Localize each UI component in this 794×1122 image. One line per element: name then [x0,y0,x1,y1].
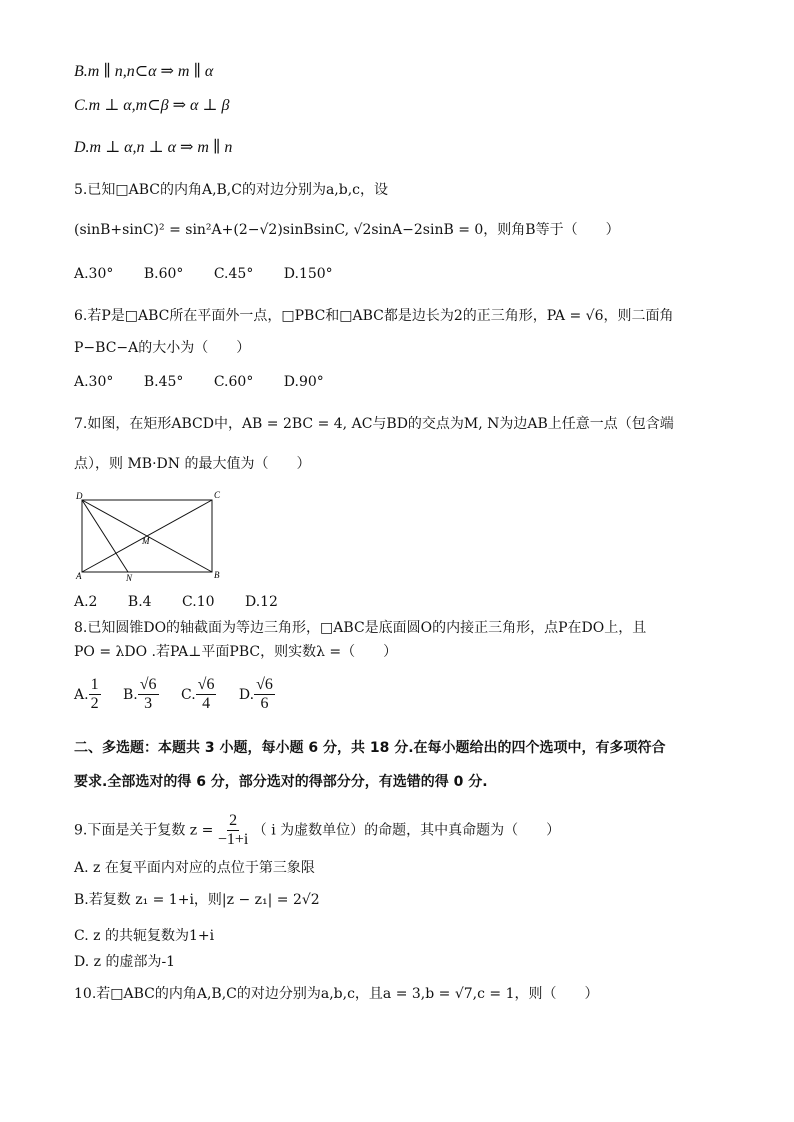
q6-option-b: B.45° [143,374,184,390]
q8-stem-line2: PO = λDO .若PA⊥平面PBC，则实数λ =（ ） [74,644,398,660]
section2-heading-line2: 要求.全部选对的得 6 分，部分选对的得部分分，有选错的得 0 分. [74,774,488,790]
q9-frac-den: −1+i [217,831,249,848]
q8-option-b [123,676,163,712]
q8-option-b-den: 3 [144,695,153,712]
q5-option-c: C.45° [213,266,254,282]
q8-option-a [74,676,105,712]
label-n: N [126,573,133,582]
q8-options [74,676,275,713]
q7-option-c: C.10 [182,594,215,610]
q8-option-c-num: √6 [197,676,215,693]
q6-option-d: D.90° [283,374,324,390]
q5-stem-line1: 5.已知□ABC的内角A,B,C的对边分别为a,b,c，设 [74,182,389,198]
option-c-prev: C.m ⊥ α,m⊂β ⇒ α ⊥ β [74,97,230,114]
q8-option-d-den: 6 [260,695,269,712]
q8-option-b-letter: B. [123,686,138,703]
q8-option-d-num: √6 [256,676,273,693]
q8-option-b-num: √6 [139,676,157,693]
q8-option-d-letter: D. [238,686,255,703]
label-c: C [214,490,221,500]
q8-option-a-letter: A. [74,686,89,703]
q8-option-a-den: 2 [90,695,99,712]
q5-option-a: A.30° [74,266,114,282]
label-d: D [76,491,83,501]
q8-stem-line1: 8.已知圆锥DO的轴截面为等边三角形，□ABC是底面圆O的内接正三角形，点P在DO上，且 [74,620,647,636]
option-d-prev: D.m ⊥ α,n ⊥ α ⇒ m ∥ n [74,139,233,156]
q8-option-c-letter: C. [181,686,196,703]
q9-option-b: B.若复数 z₁ = 1+i，则|z − z₁| = 2√2 [74,892,320,908]
q9-option-c: C. z 的共轭复数为1+i [74,928,215,944]
q9-stem-post: （ i 为虚数单位）的命题，其中真命题为（ ） [252,822,561,839]
q6-option-c: C.60° [213,374,254,390]
q6-stem-line1: 6.若P是□ABC所在平面外一点，□PBC和□ABC都是边长为2的正三角形，PA = √6，则二面角 [74,308,674,324]
label-b: B [214,570,220,580]
q6-stem-line2: P−BC−A的大小为（ ） [74,340,251,356]
q9-frac-num: 2 [229,812,238,829]
q9-stem [74,812,560,849]
segment-dn [82,500,128,572]
q9-option-a: A. z 在复平面内对应的点位于第三象限 [74,860,315,876]
q5-option-d: D.150° [283,266,333,282]
q5-options [74,264,359,284]
q7-option-a: A.2 [74,594,98,610]
q10-stem: 10.若□ABC的内角A,B,C的对边分别为a,b,c，且a = 3,b = √7,c = 1，则（ ） [74,986,599,1002]
section2-heading-line1: 二、多选题：本题共 3 小题，每小题 6 分，共 18 分.在每小题给出的四个选项中，有多项符合 [74,740,666,756]
q8-option-c-den: 4 [202,695,211,712]
q5-option-b: B.60° [143,266,184,282]
q9-stem-pre: 9.下面是关于复数 z = [74,822,214,839]
q9-option-d: D. z 的虚部为-1 [74,954,176,970]
q7-stem-line1: 7.如图，在矩形ABCD中，AB = 2BC = 4, AC与BD的交点为M, N为边AB上任意一点（包含端 [74,416,674,432]
label-m: M [142,536,150,546]
q7-options [74,592,304,612]
q5-stem-line2: (sinB+sinC)² = sin²A+(2−√2)sinBsinC, √2sinA−2sinB = 0，则角B等于（ ） [74,222,620,238]
q8-option-d [238,676,275,712]
q8-option-a-num: 1 [90,676,99,693]
q7-stem-line2: 点），则 MB·DN 的最大值为（ ） [74,456,311,472]
q8-option-c [181,676,221,712]
q6-options [74,372,350,392]
q6-option-a: A.30° [74,374,114,390]
q7-option-d: D.12 [244,594,278,610]
rectangle-figure [74,490,224,582]
option-b-prev: B.m ∥ n,n⊂α ⇒ m ∥ α [74,63,214,80]
label-a: A [76,571,82,581]
q7-option-b: B.4 [127,594,152,610]
